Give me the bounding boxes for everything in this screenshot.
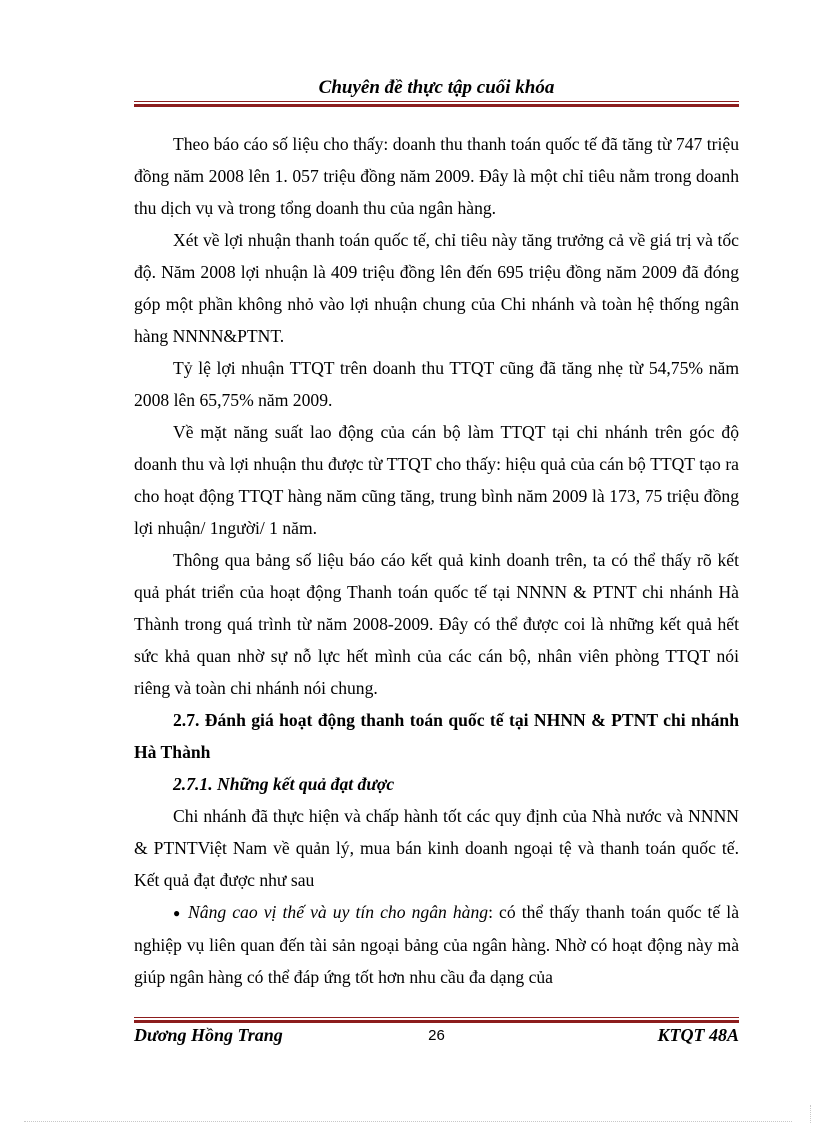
paragraph-summary: Thông qua bảng số liệu báo cáo kết quả kinh doanh trên, ta có thể thấy rõ kết quả phát triển của hoạt động Thanh toán quốc tế tại NNNN & PTNT chi nhánh Hà Thành trong quá trình từ năm 2008-2009. Đây có thể được coi là những kết quả hết sức khả quan nhờ sự nỗ lực hết mình của các cán bộ, nhân viên phòng TTQT nói riêng và toàn chi nhánh nói chung. [134,550,739,698]
page-body [134,128,739,993]
document-title: Chuyên đề thực tập cuối khóa [318,77,555,98]
paragraph-profit: Xét về lợi nhuận thanh toán quốc tế, chỉ tiêu này tăng trưởng cả về giá trị và tốc độ. Năm 2008 lợi nhuận là 409 triệu đồng lên đến 695 triệu đồng năm 2009 đã đóng góp một phần không nhỏ vào lợi nhuận chung của Chi nhánh và toàn hệ thống ngân hàng NNNN&PTNT. [134,230,739,346]
paragraph-compliance: Chi nhánh đã thực hiện và chấp hành tốt các quy định của Nhà nước và NNNN & PTNTViệt Nam về quản lý, mua bán kinh doanh ngoại tệ và thanh toán quốc tế. Kết quả đạt được như sau [134,806,739,890]
footer-rule [134,1017,739,1023]
footer-class-code: KTQT 48A [657,1025,739,1045]
subsection-heading: 2.7.1. Những kết quả đạt được [173,774,395,794]
header-rule [134,101,739,107]
paragraph-productivity: Về mặt năng suất lao động của cán bộ làm TTQT tại chi nhánh trên góc độ doanh thu và lợi nhuận thu được từ TTQT cho thấy: hiệu quả của cán bộ TTQT tạo ra cho hoạt động TTQT hàng năm cũng tăng, trung bình năm 2009 là 173, 75 triệu đồng lợi nhuận/ 1người/ 1 năm. [134,422,739,538]
footer-author: Dương Hồng Trang [134,1025,283,1045]
paragraph-revenue: Theo báo cáo số liệu cho thấy: doanh thu thanh toán quốc tế đã tăng từ 747 triệu đồng năm 2008 lên 1. 057 triệu đồng năm 2009. Đây là một chỉ tiêu nằm trong doanh thu dịch vụ và trong tổng doanh thu của ngân hàng. [134,134,739,218]
footer-bar [134,1025,739,1053]
bullet-text: : có thể thấy thanh toán quốc tế là nghiệp vụ liên quan đến tài sản ngoại bảng của ngân hàng. Nhờ có hoạt động này mà giúp ngân hàng có thể đáp ứng tốt hơn nhu cầu đa dạng của [134,902,739,987]
page-edge-bottom [24,1121,792,1122]
page-edge-corner [810,1105,811,1123]
page-number: 26 [428,1027,445,1044]
section-heading: 2.7. Đánh giá hoạt động thanh toán quốc tế tại NHNN & PTNT chi nhánh Hà Thành [134,710,739,762]
bullet-item [134,896,739,993]
bullet-icon: ● [173,906,182,920]
paragraph-profit-ratio: Tỷ lệ lợi nhuận TTQT trên doanh thu TTQT cũng đã tăng nhẹ từ 54,75% năm 2008 lên 65,75% năm 2009. [134,358,739,410]
bullet-lead: Nâng cao vị thế và uy tín cho ngân hàng [188,902,489,922]
